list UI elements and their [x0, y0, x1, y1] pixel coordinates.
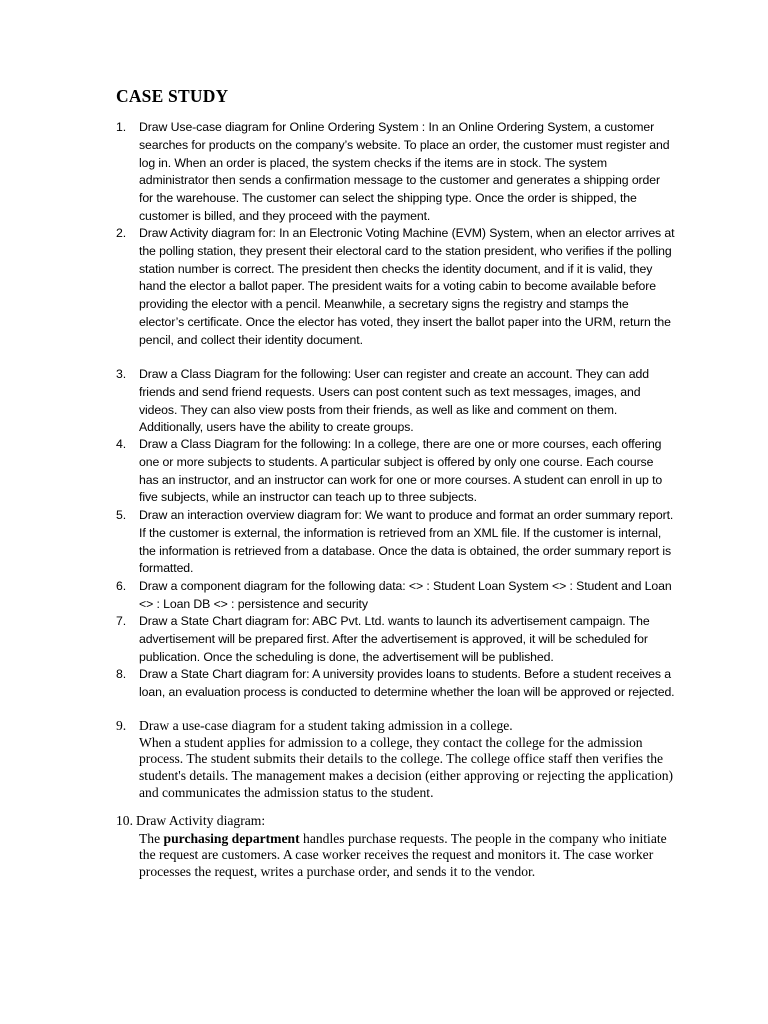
- list-item-4: [116, 436, 676, 507]
- item-text-start: The: [139, 830, 164, 846]
- item-text: Draw a Class Diagram for the following: In a college, there are one or more courses, each offering one or more subjects to students. A particular subject is offered by only one course. Each course has an instructor, and an instructor can work for one or more courses. A student can enroll in up to five subjects, while an instructor can teach up to three subjects.: [139, 437, 663, 505]
- item-text: Draw a State Chart diagram for: ABC Pvt. Ltd. wants to launch its advertisement campaign. The advertisement will be prepared first. After the advertisement is approved, it will be scheduled for publication. Once the scheduling is done, the advertisement will be published.: [139, 614, 650, 664]
- page-title: CASE STUDY: [116, 86, 229, 106]
- item-number: 4.: [116, 437, 127, 451]
- item-number: 9.: [116, 718, 127, 733]
- item-number: 3.: [116, 367, 127, 381]
- item-number: 6.: [116, 579, 127, 593]
- list-item-2: [116, 225, 676, 350]
- list-item-9: [116, 718, 676, 802]
- list-item-6: [116, 578, 676, 614]
- item-text: When a student applies for admission to a college, they contact the college for the admission process. The student submits their details to the college. The college office staff then verifies the student's details. The management makes a decision (either approving or rejecting the application) and communicates the admission status to the student.: [139, 734, 674, 800]
- item-text: Draw a component diagram for the following data: <> : Student Loan System <> : Student and Loan <> : Loan DB <> : persistence and security: [139, 579, 672, 611]
- item-text: Draw Use-case diagram for Online Ordering System : In an Online Ordering System, a customer searches for products on the company’s website. To place an order, the customer must register and log in. When an order is placed, the system checks if the items are in stock. The system administrator then sends a confirmation message to the customer and generates a shipping order for the warehouse. The customer can select the shipping type. Once the order is shipped, the customer is billed, and they proceed with the payment.: [139, 120, 670, 223]
- item-text: Draw Activity diagram for: In an Electronic Voting Machine (EVM) System, when an elector arrives at the polling station, they present their electoral card to the station president, who verifies if the polling station number is correct. The president then checks the identity document, and if it is valid, they hand the elector a ballot paper. The president waits for a voting cabin to become available before providing the elector with a pencil. Meanwhile, a secretary signs the registry and stamps the elector’s certificate. Once the elector has voted, they insert the ballot paper into the URM, return the pencil, and collect their identity document.: [139, 226, 675, 347]
- item-text-bold: purchasing department: [163, 830, 300, 846]
- item-number: 5.: [116, 508, 127, 522]
- item-heading: Draw a use-case diagram for a student taking admission in a college.: [139, 718, 513, 733]
- item-text: Draw a State Chart diagram for: A university provides loans to students. Before a student receives a loan, an evaluation process is conducted to determine whether the loan will be approved or rejected.: [139, 667, 675, 699]
- item-text: Draw a Class Diagram for the following: User can register and create an account. They can add friends and send friend requests. Users can post content such as text messages, images, and videos. They can also view posts from their friends, as well as like and comment on them. Additionally, users have the ability to create groups.: [139, 367, 649, 435]
- list-item-3: [116, 366, 676, 437]
- item-heading: Draw Activity diagram:: [136, 813, 266, 828]
- item-number: 2.: [116, 226, 127, 240]
- list-item-1: [116, 119, 676, 226]
- list-item-7: [116, 613, 676, 666]
- item-number: 8.: [116, 667, 127, 681]
- list-item-8: [116, 666, 676, 702]
- item-text-end: handles purchase requests. The people in the company who initiate the request are customers. A case worker receives the request and monitors it. The case worker processes the request, writes a purchase order, and sends it to the vendor.: [139, 830, 667, 880]
- list-item-10: [116, 813, 676, 881]
- list-item-5: [116, 507, 676, 578]
- item-text: [139, 831, 676, 881]
- item-number: 10.: [116, 813, 133, 828]
- item-number: 7.: [116, 614, 127, 628]
- item-text: Draw an interaction overview diagram for: We want to produce and format an order summary report. If the customer is external, the information is retrieved from an XML file. If the customer is internal, the information is retrieved from a database. Once the data is obtained, the order summary report is formatted.: [139, 508, 674, 576]
- item-number: 1.: [116, 120, 127, 134]
